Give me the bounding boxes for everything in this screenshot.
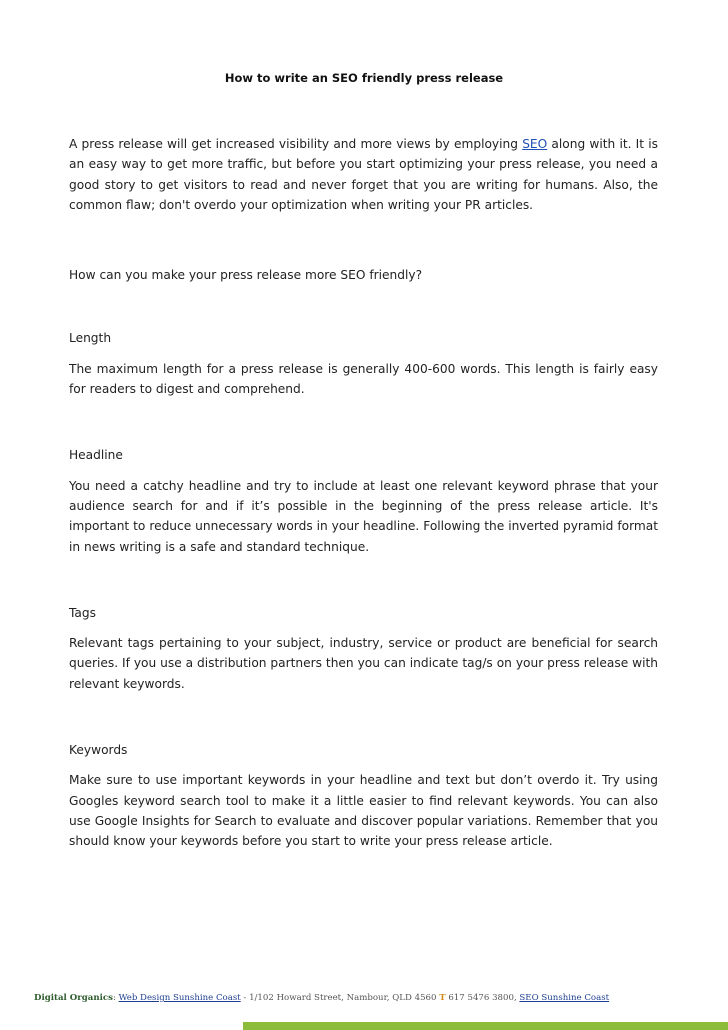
- section-heading-headline: Headline: [69, 448, 123, 463]
- document-title: How to write an SEO friendly press release: [224, 71, 504, 85]
- intro-text-after-link: along with it. It is an easy way to get more traffic, but before you start optimizing your press release, you need a good story to get visitors to read and never forget that you are writing for humans. Also, the common flaw; don't overdo your optimization when writing your PR articles.: [69, 137, 658, 212]
- footer-phone-marker: T: [439, 993, 446, 1003]
- section-body-keywords: Make sure to use important keywords in your headline and text but don’t overdo it. Try using Googles keyword search tool to make it a little easier to find relevant keywords. You can also use Google Insights for Search to evaluate and discover popular variations. Remember that you should know your keywords before you start to write your press release article.: [69, 773, 658, 849]
- section-heading-tags: Tags: [69, 605, 96, 620]
- footer-phone: 617 5476 3800,: [445, 993, 520, 1003]
- footer-company: Digital Organics: [34, 993, 113, 1003]
- intro-paragraph: [69, 134, 658, 215]
- section-body-headline: You need a catchy headline and try to include at least one relevant keyword phrase that your audience search for and if it’s possible in the beginning of the press release article. It's important to reduce unnecessary words in your headline. Following the inverted pyramid format in news writing is a safe and standard technique.: [69, 478, 658, 554]
- page-footer: [34, 993, 609, 1003]
- question-paragraph: How can you make your press release more SEO friendly?: [69, 268, 423, 283]
- section-heading-keywords: Keywords: [69, 743, 128, 758]
- footer-link-seo[interactable]: SEO Sunshine Coast: [519, 993, 610, 1003]
- section-heading-length: Length: [69, 331, 112, 346]
- document-body: [69, 134, 658, 898]
- footer-accent-bar: [243, 1022, 728, 1030]
- footer-address: - 1/102 Howard Street, Nambour, QLD 4560: [240, 993, 440, 1003]
- section-body-length: The maximum length for a press release is generally 400-600 words. This length is fairly easy for readers to digest and comprehend.: [69, 361, 658, 397]
- footer-link-web-design[interactable]: Web Design Sunshine Coast: [118, 993, 241, 1003]
- section-body-tags: Relevant tags pertaining to your subject, industry, service or product are beneficial for search queries. If you use a distribution partners then you can indicate tag/s on your press release with relevant keywords.: [69, 636, 658, 691]
- seo-link[interactable]: SEO: [522, 137, 548, 151]
- intro-text-before-link: A press release will get increased visibility and more views by employing: [69, 137, 523, 151]
- footer-separator: :: [112, 993, 119, 1003]
